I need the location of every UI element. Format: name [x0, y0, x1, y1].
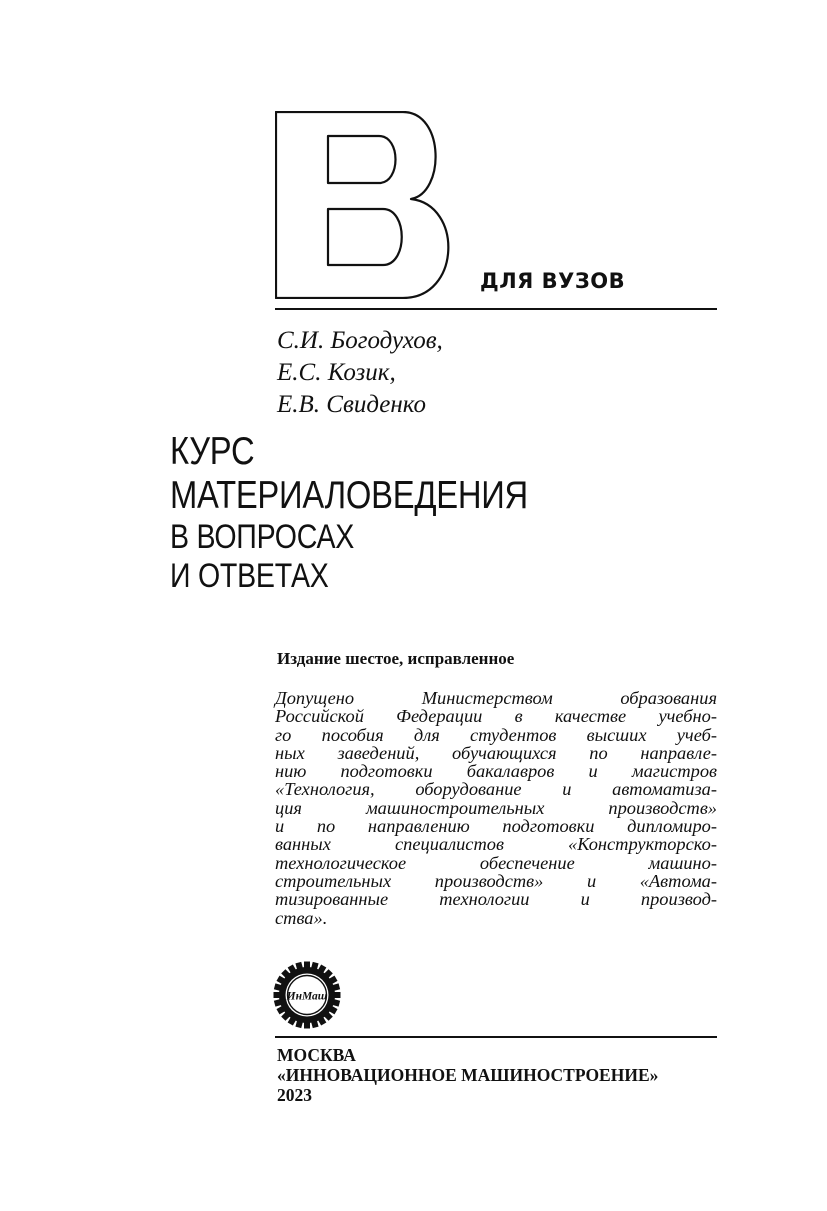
approval-statement	[275, 689, 717, 927]
top-divider	[275, 308, 717, 310]
approval-line: Российской Федерации в качестве учебно-	[275, 706, 717, 727]
author-1: С.И. Богодухов,	[277, 327, 443, 354]
publisher-logo-text: ИнМаш	[286, 990, 328, 1003]
series-logo	[275, 111, 471, 299]
series-label: ДЛЯ ВУЗОВ	[480, 269, 626, 293]
approval-line: и по направлению подготовки дипломиро-	[275, 816, 717, 837]
approval-line: ных заведений, обучающихся по направле-	[275, 742, 717, 763]
imprint-publisher: «ИННОВАЦИОННОЕ МАШИНОСТРОЕНИЕ»	[277, 1065, 659, 1085]
title-line-2: МАТЕРИАЛОВЕДЕНИЯ	[170, 474, 528, 517]
bottom-divider	[275, 1036, 717, 1038]
approval-line: Допущено Министерством образования	[275, 688, 717, 708]
approval-line: технологическое обеспечение машино-	[275, 852, 717, 873]
approval-line: го пособия для студентов высших учеб-	[275, 724, 717, 745]
approval-line: ванных специалистов «Конструкторско-	[275, 834, 717, 855]
imprint-city: МОСКВА	[277, 1045, 356, 1065]
title-line-3: В ВОПРОСАХ	[170, 518, 355, 556]
edition-note: Издание шестое, исправленное	[277, 649, 515, 668]
imprint	[277, 1045, 717, 1105]
approval-line: нию подготовки бакалавров и магистров	[275, 761, 717, 782]
gear-icon	[272, 960, 342, 1030]
approval-line: ства».	[275, 907, 328, 928]
approval-line: тизированные технологии и производ-	[275, 889, 717, 910]
approval-line: ция машиностроительных производств»	[275, 797, 717, 818]
title-line-4: И ОТВЕТАХ	[170, 557, 329, 595]
author-2: Е.С. Козик,	[277, 359, 396, 386]
authors-list	[277, 325, 697, 421]
book-title	[170, 430, 730, 596]
imprint-year: 2023	[277, 1085, 312, 1105]
title-line-1: КУРС	[170, 430, 255, 473]
approval-line: строительных производств» и «Автома-	[275, 870, 717, 891]
author-3: Е.В. Свиденко	[277, 391, 427, 418]
publisher-logo	[272, 960, 342, 1030]
series-letter-b-icon	[275, 111, 471, 299]
approval-line: «Технология, оборудование и автоматиза-	[275, 779, 717, 800]
